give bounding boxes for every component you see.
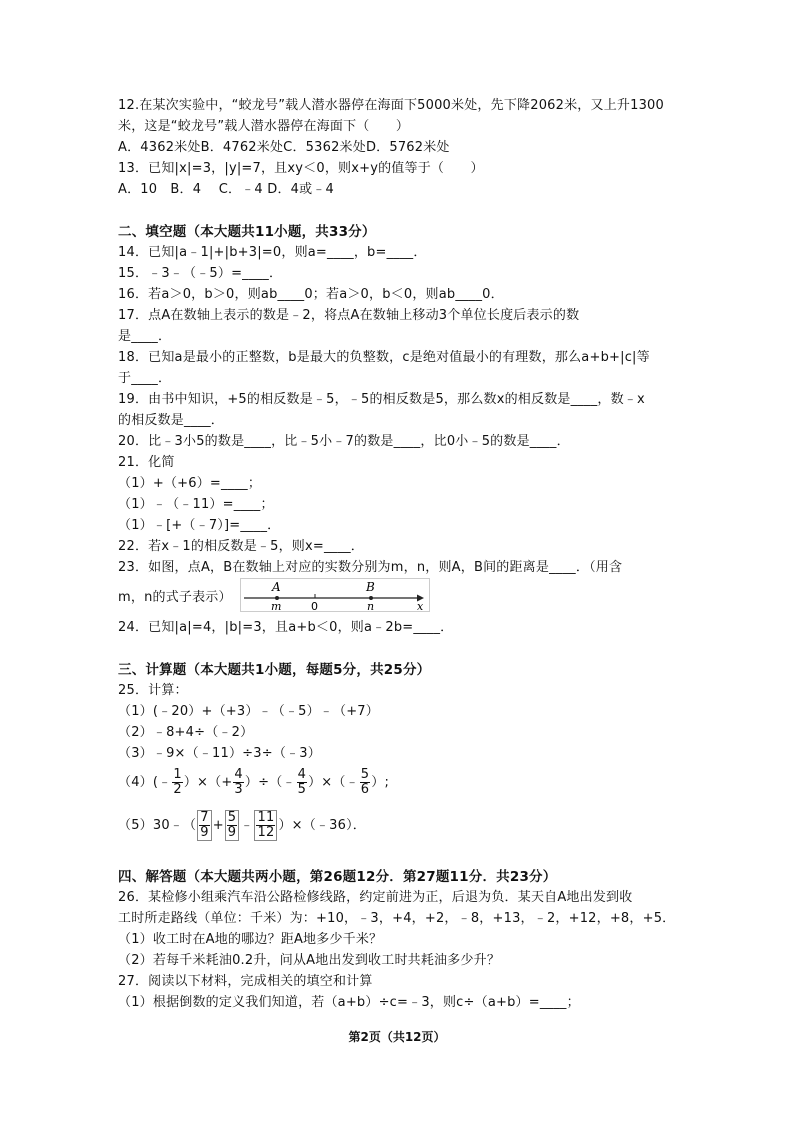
q21-title: 21．化简 xyxy=(118,455,175,470)
number-line-figure xyxy=(240,578,430,612)
label-m: m xyxy=(271,600,282,612)
q25-4-suffix: ）; xyxy=(371,775,390,790)
page-footer: 第2页（共12页） xyxy=(348,1030,446,1044)
q25-4-mid1: ）×（+ xyxy=(183,775,233,790)
q14: 14．已知|a﹣1|+|b+3|=0，则a=____，b=____． xyxy=(118,245,427,260)
q13-options: A．10 B．4 C．﹣4 D．4或﹣4 xyxy=(118,182,334,197)
q26-line1: 26．某检修小组乘汽车沿公路检修线路，约定前进为正，后退为负．某天自A地出发到收 xyxy=(118,890,633,905)
fraction-1-2 xyxy=(172,768,182,797)
figure-border xyxy=(241,579,430,612)
q18-line1: 18．已知a是最小的正整数，b是最大的负整数，c是绝对值最小的有理数，那么a+b+|c|等 xyxy=(118,350,650,365)
q25-5-prefix: （5）30﹣（ xyxy=(118,818,197,833)
numerator: 7 xyxy=(200,810,209,825)
q12-options: A．4362米处B．4762米处C．5362米处D．5762米处 xyxy=(118,140,450,155)
denominator: 6 xyxy=(360,782,370,797)
q15: 15．﹣3﹣（﹣5）=____． xyxy=(118,266,283,281)
q12-line1: 12.在某次实验中，“蛟龙号”载人潜水器停在海面下5000米处，先下降2062米，又上升1300 xyxy=(118,98,664,113)
numerator: 4 xyxy=(234,767,243,782)
numerator: 5 xyxy=(227,810,237,825)
label-a: A xyxy=(272,580,281,594)
section4-heading: 四、解答题（本大题共两小题，第26题12分．第27题11分．共23分） xyxy=(118,869,557,885)
q12-line2: 米，这是“蛟龙号”载人潜水器停在海面下（ ） xyxy=(118,119,410,134)
q25-3: （3）﹣9×（﹣11）÷3÷（﹣3） xyxy=(118,746,321,761)
label-b: B xyxy=(366,580,375,594)
fraction-11-12 xyxy=(254,810,277,841)
q26-line2: 工时所走路线（单位：千米）为：+10，﹣3，+4，+2，﹣8，+13，﹣2，+12，+8，+5． xyxy=(118,911,676,926)
denominator: 12 xyxy=(257,825,275,840)
fraction-4-3 xyxy=(233,768,243,797)
q22: 22．若x﹣1的相反数是﹣5，则x=____． xyxy=(118,539,364,554)
section3-heading: 三、计算题（本大题共1小题，每题5分，共25分） xyxy=(118,662,431,678)
q25-title: 25．计算： xyxy=(118,683,188,698)
q18-line2: 于____． xyxy=(118,371,172,386)
q25-5-minus: ﹣ xyxy=(240,818,254,833)
numerator: 11 xyxy=(257,810,275,825)
fraction-4-5 xyxy=(297,768,307,797)
q19-line1: 19．由书中知识，+5的相反数是﹣5，﹣5的相反数是5，那么数x的相反数是____，数﹣x xyxy=(118,392,645,407)
numerator: 4 xyxy=(297,767,307,782)
q25-4-mid3: ）×（﹣ xyxy=(308,775,359,790)
numerator: 5 xyxy=(360,767,370,782)
q26-2: （2）若每千米耗油0.2升，问从A地出发到收工时共耗油多少升？ xyxy=(118,953,501,968)
q25-4-prefix: （4）(﹣ xyxy=(118,775,172,790)
q20: 20．比﹣3小5的数是____，比﹣5小﹣7的数是____，比0小﹣5的数是____． xyxy=(118,434,570,449)
q19-line2: 的相反数是____． xyxy=(118,413,225,428)
q25-5-plus: + xyxy=(212,818,224,833)
q17-line2: 是____． xyxy=(118,329,172,344)
q21-2: （1）﹣（﹣11）=____； xyxy=(118,497,274,512)
denominator: 5 xyxy=(297,782,307,797)
q25-4-mid2: ）÷（﹣ xyxy=(244,775,296,790)
q21-3: （1）﹣[+（﹣7）]=____． xyxy=(118,518,281,533)
q16: 16．若a＞0，b＞0，则ab____0；若a＞0，b＜0，则ab____0． xyxy=(118,287,504,302)
label-n: n xyxy=(367,600,375,612)
denominator: 9 xyxy=(227,825,237,840)
q23-line2: m，n的式子表示） xyxy=(118,590,232,605)
q27-1: （1）根据倒数的定义我们知道，若（a+b）÷c=﹣3，则c÷（a+b）=____； xyxy=(118,995,580,1010)
section2-heading: 二、填空题（本大题共11小题，共33分） xyxy=(118,224,376,240)
denominator: 3 xyxy=(234,782,243,797)
label-x: x xyxy=(417,600,424,612)
q25-5 xyxy=(118,810,366,841)
q25-2: （2）﹣8+4÷（﹣2） xyxy=(118,725,254,740)
q25-5-suffix: ）×（﹣36）． xyxy=(278,818,366,833)
q23-line1: 23．如图，点A，B在数轴上对应的实数分别为m，n，则A，B间的距离是____．（用含 xyxy=(118,560,623,575)
q25-1: （1）(﹣20）+（+3）﹣（﹣5）﹣（+7） xyxy=(118,704,379,719)
q25-4 xyxy=(118,768,389,798)
q27-line1: 27．阅读以下材料，完成相关的填空和计算 xyxy=(118,974,373,989)
label-zero: 0 xyxy=(311,600,318,612)
denominator: 2 xyxy=(173,782,182,797)
denominator: 9 xyxy=(200,825,209,840)
q21-1: （1）+（+6）=____； xyxy=(118,476,262,491)
fraction-5-9 xyxy=(225,810,239,841)
fraction-5-6 xyxy=(360,768,370,797)
q13-line: 13．已知|x|=3，|y|=7，且xy＜0，则x+y的值等于（ ） xyxy=(118,161,484,176)
numerator: 1 xyxy=(173,767,182,782)
q26-1: （1）收工时在A地的哪边？距A地多少千米？ xyxy=(118,932,383,947)
fraction-7-9 xyxy=(197,810,211,841)
q24: 24．已知|a|=4，|b|=3，且a+b＜0，则a﹣2b=____． xyxy=(118,620,454,635)
q17-line1: 17．点A在数轴上表示的数是﹣2，将点A在数轴上移动3个单位长度后表示的数 xyxy=(118,308,580,323)
